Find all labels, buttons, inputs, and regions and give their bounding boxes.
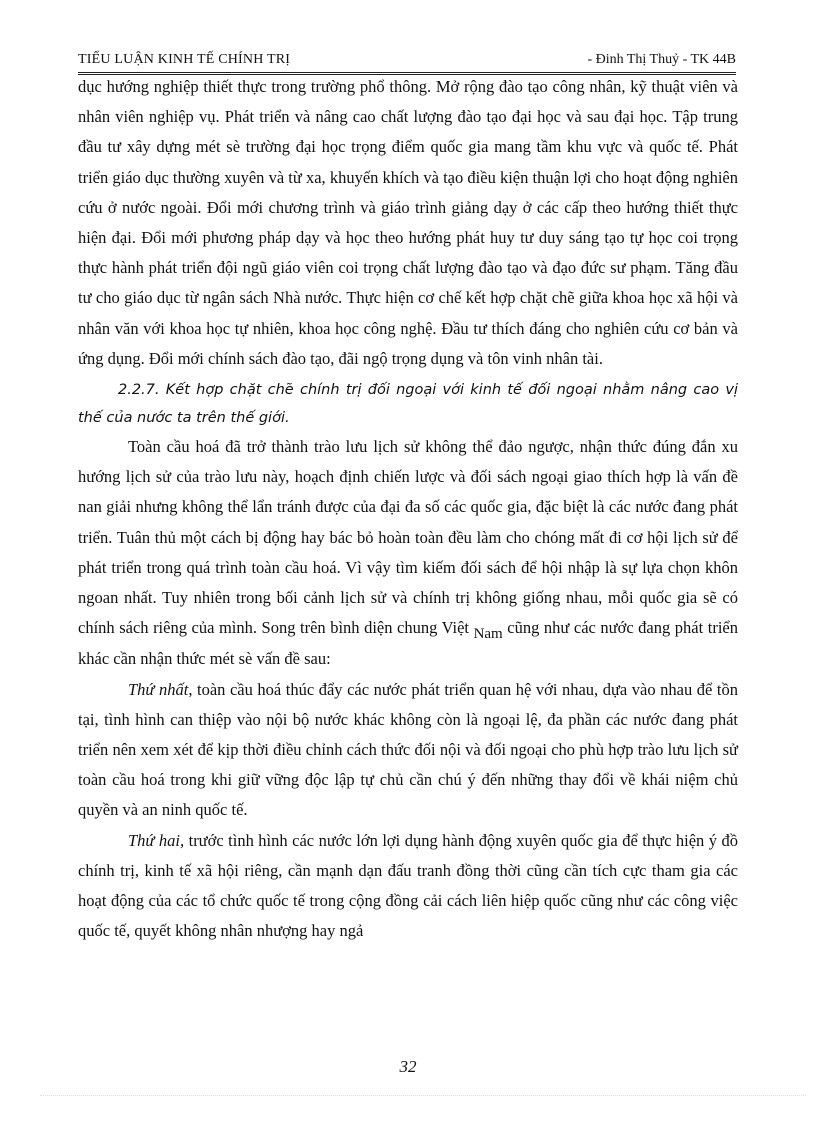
header-title: TIỂU LUẬN KINH TẾ CHÍNH TRỊ: [78, 52, 291, 67]
first-label: Thứ nhất: [128, 679, 189, 699]
first-text: , toàn cầu hoá thúc đẩy các nước phát triển quan hệ với nhau, dựa vào nhau để tồn tại, tình hình can thiệp vào nội bộ nước khác không còn là ngoại lệ, đa phần các nước đang phát triển nên xem xét để kịp thời điều chỉnh cách thức đối nội và đối ngoại cho phù hợp trào lưu lịch sử toàn cầu hoá trong khi giữ vững độc lập tự chủ cần chú ý đến những thay đổi về khái niệm chủ quyền và an ninh quốc tế.: [78, 679, 738, 820]
second-label: Thứ hai,: [128, 830, 185, 850]
subscript-word: Nam: [473, 626, 503, 643]
paragraph-globalization-text: Toàn cầu hoá đã trở thành trào lưu lịch sử không thể đảo ngược, nhận thức đúng đắn xu hướng lịch sử của trào lưu này, hoạch định chiến lược và đối sách ngoại giao thích hợp là vấn đề nan giải nhưng không thể lẩn tránh được của đại đa số các quốc gia, đặc biệt là các nước đang phát triển. Tuân thủ một cách bị động hay bác bỏ hoàn toàn đều làm cho chóng mất đi cơ hội lịch sử để phát triển trong quá trình toàn cầu hoá. Vì vậy tìm kiếm đối sách để hội nhập là sự lựa chọn khôn ngoan nhất. Tuy nhiên trong bối cảnh lịch sử và chính trị không giống nhau, mỗi quốc gia sẽ có chính sách riêng của mình. Song trên bình diện chung Việt: [78, 437, 738, 638]
paragraph-education: dục hướng nghiệp thiết thực trong trường phổ thông. Mở rộng đào tạo công nhân, kỹ thuật viên và nhân viên nghiệp vụ. Phát triển và nâng cao chất lượng đào tạo đại học và sau đại học. Tập trung đầu tư xây dựng mét sè trường đại học trọng điểm quốc gia mang tầm khu vực và quốc tế. Phát triển giáo dục thường xuyên và từ xa, khuyến khích và tạo điều kiện thuận lợi cho hoạt động nghiên cứu ở nước ngoài. Đổi mới chương trình và giáo trình giảng dạy ở các cấp theo hướng thiết thực hiện đại. Đổi mới phương pháp dạy và học theo hướng phát huy tư duy sáng tạo tự học coi trọng thực hành phát triển đội ngũ giáo viên coi trọng chất lượng đào tạo và đạo đức sư phạm. Tăng đầu tư cho giáo dục từ ngân sách Nhà nước. Thực hiện cơ chế kết hợp chặt chẽ giữa khoa học xã hội và nhân văn với khoa học tự nhiên, khoa học công nghệ. Đầu tư thích đáng cho nghiên cứu cơ bản và ứng dụng. Đổi mới chính sách đào tạo, đãi ngộ trọng dụng và tôn vinh nhân tài.: [78, 77, 738, 368]
section-heading: 2.2.7. Kết hợp chặt chẽ chính trị đối ngoại với kinh tế đối ngoại nhằm nâng cao vị thế của nước ta trên thế giới.: [78, 382, 738, 427]
paragraph-first: [78, 675, 738, 826]
paragraph-globalization-end: cũng như các nước đang phát triển khác cần nhận thức mét sè vấn đề sau:: [78, 618, 738, 669]
document-body: [78, 72, 738, 946]
paragraph-second: [78, 826, 738, 947]
header-author: - Đinh Thị Thuỷ - TK 44B: [587, 52, 736, 67]
footer-divider: [40, 1095, 806, 1096]
page-number: 32: [399, 1057, 417, 1076]
second-text: trước tình hình các nước lớn lợi dụng hành động xuyên quốc gia để thực hiện ý đồ chính trị, kinh tế xã hội riêng, cần mạnh dạn đấu tranh đồng thời cũng cần tích cực tham gia các hoạt động của các tổ chức quốc tế trong cộng đồng cải cách liên hiệp quốc cũng như các công việc quốc tế, quyết không nhân nhượng hay ngả: [78, 830, 738, 941]
paragraph-globalization: [78, 432, 738, 675]
